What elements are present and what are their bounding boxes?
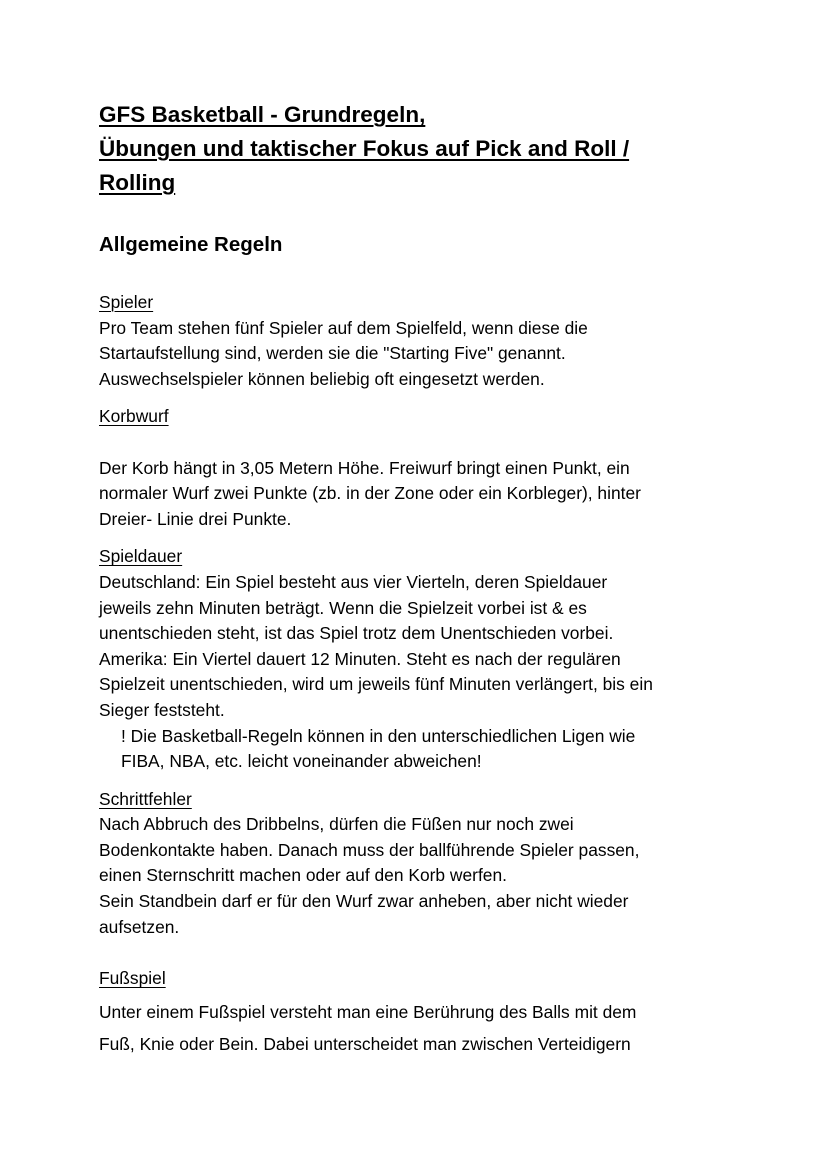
text-line: Der Korb hängt in 3,05 Metern Höhe. Freiwurf bringt einen Punkt, ein (99, 457, 630, 478)
title-line-1: GFS Basketball - Grundregeln, (99, 102, 426, 127)
subheading-spieler: Spieler (99, 292, 154, 312)
text-line: Bodenkontakte haben. Danach muss der ballführende Spieler passen, (99, 839, 640, 860)
subheading-spieldauer: Spieldauer (99, 546, 183, 567)
title-line-3: Rolling (99, 170, 176, 195)
text-line: Deutschland: Ein Spiel besteht aus vier Vierteln, deren Spieldauer (99, 571, 608, 592)
section-spieldauer (99, 544, 739, 774)
text-line: aufsetzen. (99, 916, 180, 937)
text-line: Fuß, Knie oder Bein. Dabei unterscheidet man zwischen Verteidigern (99, 1034, 631, 1055)
text-line: einen Sternschritt machen oder auf den Korb werfen. (99, 865, 507, 886)
section-korbwurf (99, 404, 739, 532)
text-line: Spielzeit unentschieden, wird um jeweils fünf Minuten verlängert, bis ein (99, 674, 653, 695)
subheading-fussspiel: Fußspiel (99, 968, 166, 989)
subheading-korbwurf: Korbwurf (99, 406, 169, 427)
subheading-schrittfehler: Schrittfehler (99, 788, 192, 809)
text-line: Pro Team stehen fünf Spieler auf dem Spielfeld, wenn diese die (99, 317, 588, 338)
document-page (99, 98, 739, 1061)
document-title (99, 98, 739, 200)
note-line: ! Die Basketball-Regeln können in den unterschiedlichen Ligen wie (121, 725, 636, 746)
section-heading: Allgemeine Regeln (99, 233, 283, 256)
section-schrittfehler (99, 787, 739, 941)
text-line: normaler Wurf zwei Punkte (zb. in der Zone oder ein Korbleger), hinter (99, 483, 641, 504)
text-line: Startaufstellung sind, werden sie die "Starting Five" genannt. (99, 343, 566, 364)
paragraph-schrittfehler (99, 812, 739, 940)
paragraph-fussspiel (99, 996, 739, 1061)
text-line: Dreier- Linie drei Punkte. (99, 508, 292, 529)
paragraph-spieldauer (99, 570, 739, 724)
title-line-2: Übungen und taktischer Fokus auf Pick and Roll / (99, 136, 630, 161)
rule-note (99, 724, 739, 775)
text-line: unentschieden steht, ist das Spiel trotz dem Unentschieden vorbei. (99, 623, 614, 644)
text-line: jeweils zehn Minuten beträgt. Wenn die Spielzeit vorbei ist & es (99, 597, 587, 618)
text-line: Sein Standbein darf er für den Wurf zwar anheben, aber nicht wieder (99, 891, 629, 912)
text-line: Auswechselspieler können beliebig oft eingesetzt werden. (99, 368, 545, 389)
paragraph-korbwurf (99, 456, 739, 533)
note-line: FIBA, NBA, etc. leicht voneinander abweichen! (121, 751, 482, 772)
text-line: Unter einem Fußspiel versteht man eine Berührung des Balls mit dem (99, 1001, 637, 1022)
paragraph-spieler (99, 316, 739, 393)
section-fussspiel (99, 966, 739, 1061)
text-line: Sieger feststeht. (99, 699, 225, 720)
section-spieler (99, 290, 739, 392)
text-line: Amerika: Ein Viertel dauert 12 Minuten. Steht es nach der regulären (99, 648, 621, 669)
text-line: Nach Abbruch des Dribbelns, dürfen die Füßen nur noch zwei (99, 814, 574, 835)
